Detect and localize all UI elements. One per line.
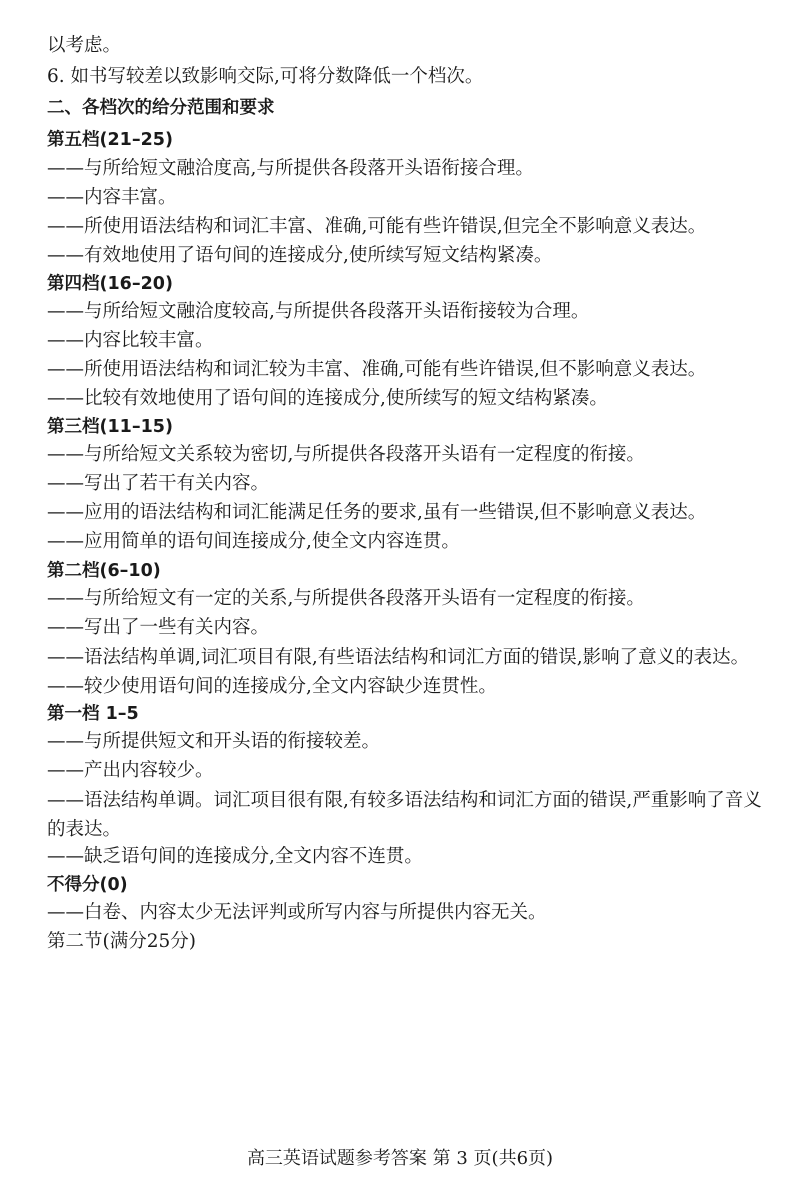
- grade5-item: ——内容丰富。: [47, 187, 177, 208]
- grade3-item: ——应用简单的语句间连接成分,使全文内容连贯。: [47, 531, 460, 552]
- grade2-item: ——语法结构单调,词汇项目有限,有些语法结构和词汇方面的错误,影响了意义的表达。——较少使用语句间的连接成分,全文内容缺少连贯性。: [47, 647, 750, 697]
- grade2-item: ——与所给短文有一定的关系,与所提供各段落开头语有一定程度的衔接。: [47, 588, 645, 609]
- grade1-item: ——语法结构单调。词汇项目很有限,有较多语法结构和词汇方面的错误,严重影响了音义的表达。: [47, 790, 762, 840]
- grade4-title: 第四档(16–20): [47, 274, 173, 294]
- grade4-item: ——所使用语法结构和词汇较为丰富、准确,可能有些许错误,但不影响意义表达。: [47, 359, 707, 380]
- rule-6: 6. 如书写较差以致影响交际,可将分数降低一个档次。: [47, 66, 484, 87]
- page-footer: 高三英语试题参考答案 第 3 页(共6页): [246, 1148, 554, 1169]
- grade5-title: 第五档(21–25): [47, 130, 173, 150]
- grade3-item: ——应用的语法结构和词汇能满足任务的要求,虽有一些错误,但不影响意义表达。: [47, 502, 707, 523]
- grade0-item: ——白卷、内容太少无法评判或所写内容与所提供内容无关。: [47, 902, 547, 923]
- grade1-title: 第一档 1–5: [47, 704, 139, 724]
- grade1-item: ——产出内容较少。: [47, 760, 214, 781]
- grade1-item: ——与所提供短文和开头语的衔接较差。: [47, 731, 381, 752]
- grade5-item: ——所使用语法结构和词汇丰富、准确,可能有些许错误,但完全不影响意义表达。: [47, 216, 707, 237]
- grade1-item: ——缺乏语句间的连接成分,全文内容不连贯。: [47, 846, 423, 867]
- grade4-item: ——与所给短文融洽度较高,与所提供各段落开头语衔接较为合理。: [47, 301, 590, 322]
- grade0-title: 不得分(0): [47, 875, 128, 895]
- grade2-item: ——写出了一些有关内容。: [47, 617, 270, 638]
- grade2-title: 第二档(6–10): [47, 561, 161, 581]
- grade3-title: 第三档(11–15): [47, 417, 173, 437]
- grade3-item: ——与所给短文关系较为密切,与所提供各段落开头语有一定程度的衔接。: [47, 444, 645, 465]
- grade5-item: ——与所给短文融洽度高,与所提供各段落开头语衔接合理。: [47, 158, 534, 179]
- grade5-item: ——有效地使用了语句间的连接成分,使所续写短文结构紧凑。: [47, 245, 553, 266]
- continuation-line: 以考虑。: [47, 35, 122, 56]
- grade4-item: ——内容比较丰富。: [47, 330, 214, 351]
- section-title: 二、各档次的给分范围和要求: [47, 98, 275, 118]
- grade3-item: ——写出了若干有关内容。: [47, 473, 270, 494]
- section2-title: 第二节(满分25分): [47, 931, 196, 952]
- grade4-item: ——比较有效地使用了语句间的连接成分,使所续写的短文结构紧凑。: [47, 388, 608, 409]
